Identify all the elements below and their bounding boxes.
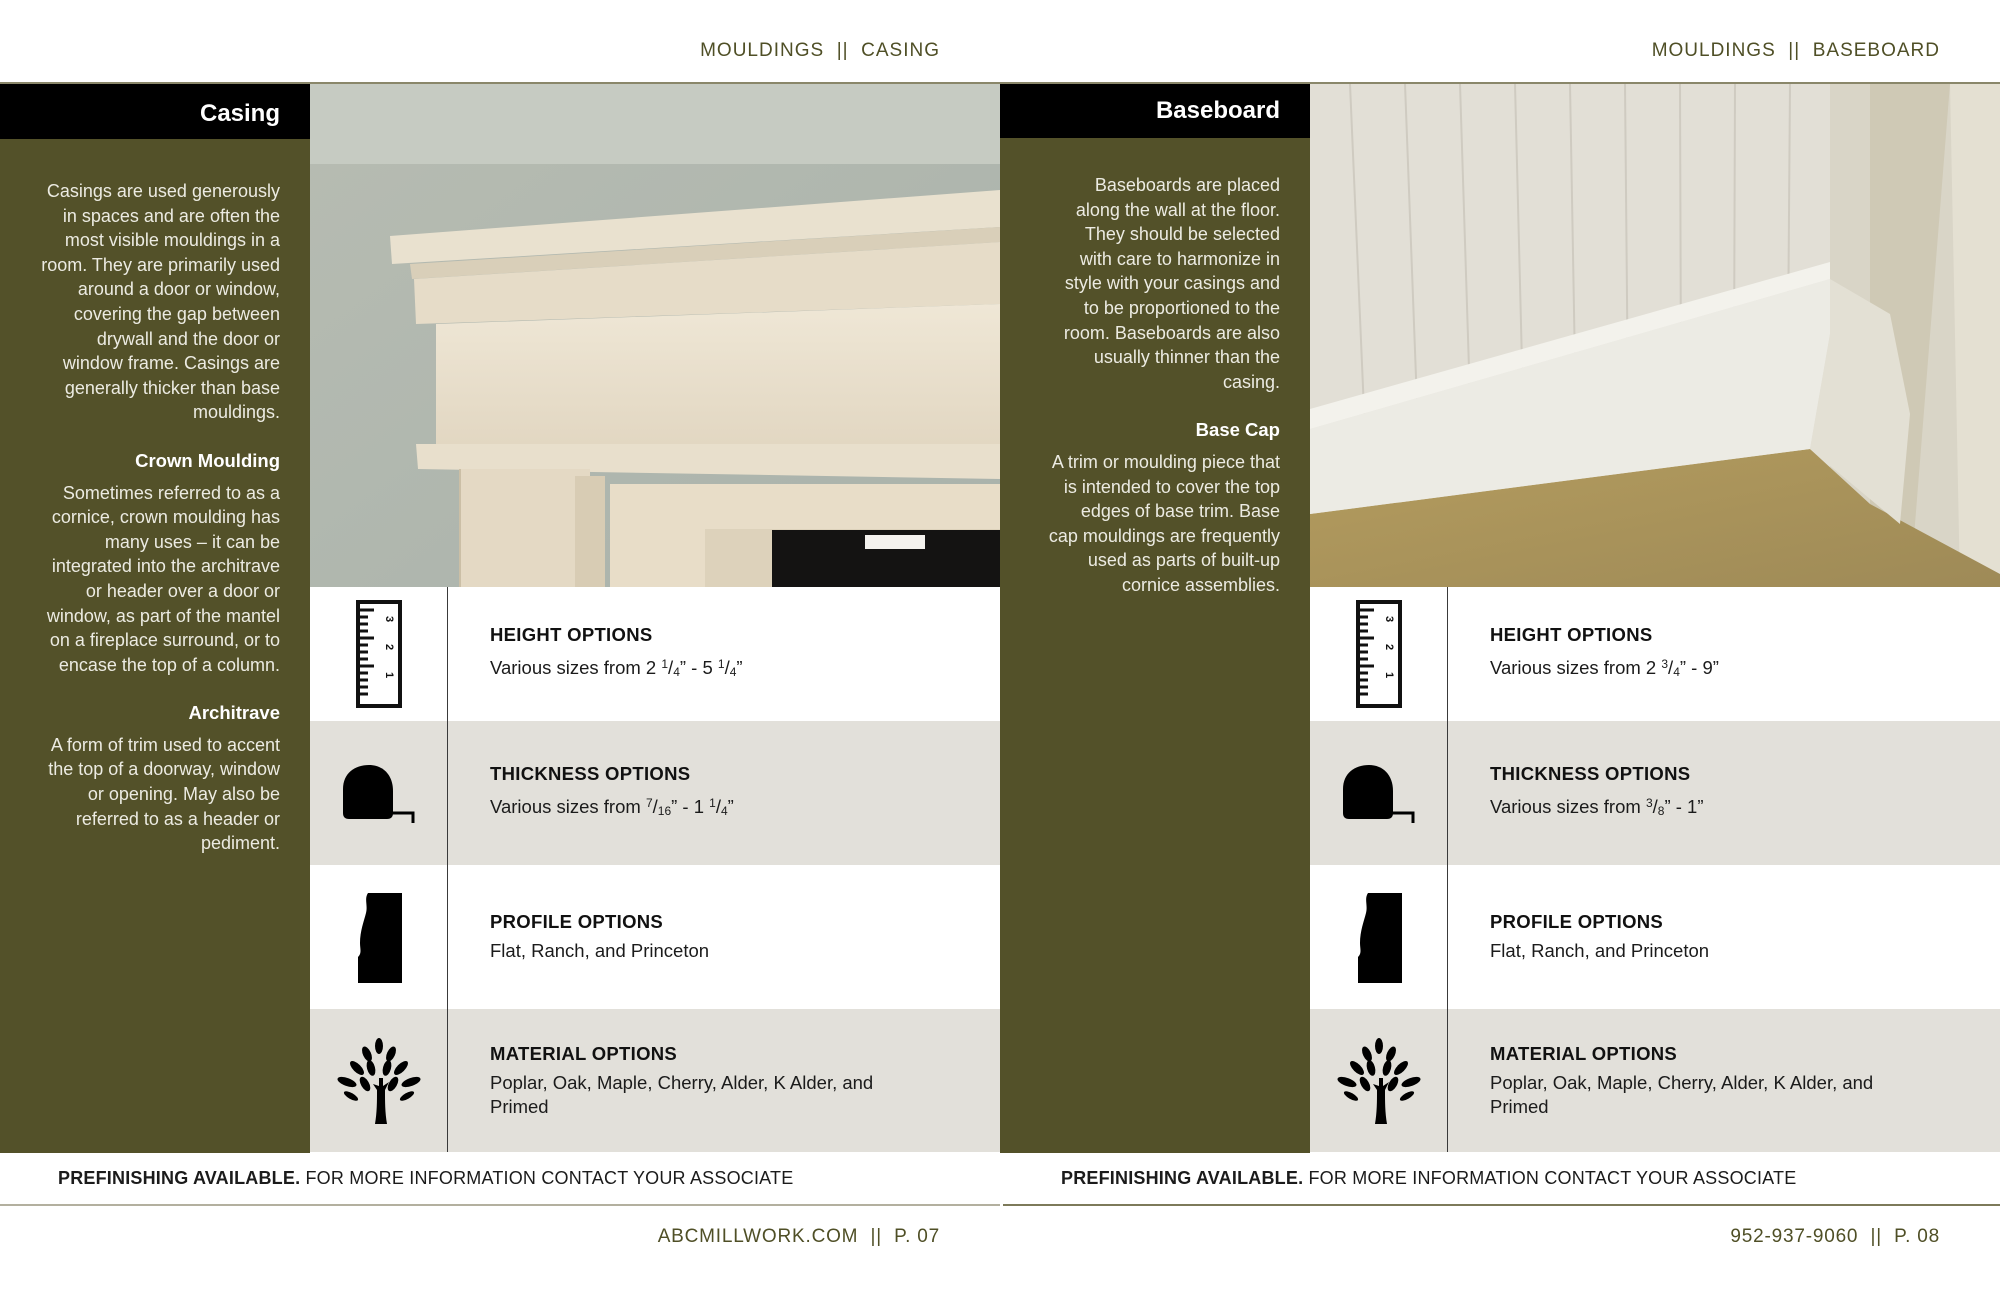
page-folio: ABCMILLWORK.COM || P. 07 xyxy=(657,1226,940,1247)
svg-text:2: 2 xyxy=(1382,644,1395,651)
option-row-material xyxy=(310,1009,1000,1152)
option-row-material xyxy=(1310,1009,2000,1152)
option-row-profile xyxy=(1310,865,2000,1009)
running-head: MOULDINGS || BASEBOARD xyxy=(1651,40,1940,61)
ruler-icon xyxy=(1356,600,1402,708)
svg-text:3: 3 xyxy=(1382,616,1395,623)
sidebar-body xyxy=(0,139,310,856)
prefinishing-note: PREFINISHING AVAILABLE. FOR MORE INFORMATION CONTACT YOUR ASSOCIATE xyxy=(1061,1168,1797,1188)
svg-text:3: 3 xyxy=(382,616,395,623)
option-desc: Various sizes from 2 $^1/_4$” - 5 $^1/_4$” xyxy=(490,657,743,679)
tree-icon xyxy=(1337,1038,1421,1124)
sidebar xyxy=(0,84,310,1153)
option-desc: Various sizes from 2 $^3/_4$” - 9” xyxy=(1490,657,1719,679)
section-text: Sometimes referred to as a cornice, crown moulding has many uses – it can be integrated into the architrave or header over a door or window, as part of the mantel on a fireplace surround, or to encase the top of a column. xyxy=(46,482,280,675)
baseboard-image xyxy=(1310,84,2000,587)
bottom-rule xyxy=(0,1204,1000,1206)
page-baseboard xyxy=(1000,0,2000,1294)
moulding-profile-icon xyxy=(1356,891,1402,983)
option-desc: Poplar, Oak, Maple, Cherry, Alder, K Alder, and Primed xyxy=(490,1071,874,1117)
options-table xyxy=(310,587,1000,1152)
prefinishing-note: PREFINISHING AVAILABLE. FOR MORE INFORMATION CONTACT YOUR ASSOCIATE xyxy=(58,1168,794,1188)
option-row-profile xyxy=(310,865,1000,1009)
option-title: HEIGHT OPTIONS xyxy=(1490,624,1653,645)
option-row-thickness xyxy=(1310,721,2000,865)
section-heading: Crown Moulding xyxy=(135,449,280,471)
moulding-profile-icon xyxy=(356,891,402,983)
casing-image xyxy=(310,84,1000,587)
tape-measure-icon xyxy=(339,763,419,823)
tree-icon xyxy=(337,1038,421,1124)
option-title: THICKNESS OPTIONS xyxy=(1490,763,1691,784)
sidebar xyxy=(1000,84,1310,1153)
option-desc: Flat, Ranch, and Princeton xyxy=(1490,940,1710,961)
svg-text:1: 1 xyxy=(1382,672,1395,679)
section-heading: Base Cap xyxy=(1195,419,1280,441)
option-title: THICKNESS OPTIONS xyxy=(490,763,691,784)
svg-text:1: 1 xyxy=(382,672,395,679)
section-text: A form of trim used to accent the top of a doorway, window or opening. May also be referred to as a header or pediment. xyxy=(48,734,280,854)
option-row-height xyxy=(1310,587,2000,721)
sidebar-title: Baseboard xyxy=(1000,84,1310,138)
section-heading: Architrave xyxy=(188,702,280,724)
option-title: MATERIAL OPTIONS xyxy=(490,1042,678,1064)
options-table xyxy=(1310,587,2000,1152)
option-title: HEIGHT OPTIONS xyxy=(490,624,653,645)
sidebar-title: Casing xyxy=(0,84,310,139)
casing-photo xyxy=(310,84,1000,587)
option-desc: Poplar, Oak, Maple, Cherry, Alder, K Alder, and Primed xyxy=(1490,1071,1874,1117)
option-desc: Various sizes from $^7/_{16}$” - 1 $^1/_4$” xyxy=(490,796,734,818)
svg-text:2: 2 xyxy=(382,644,395,651)
baseboard-photo xyxy=(1310,84,2000,587)
option-row-height xyxy=(310,587,1000,721)
section-text: A trim or moulding piece that is intended to cover the top edges of base trim. Base cap mouldings are frequently used as parts of built-up cornice assemblies. xyxy=(1048,451,1280,595)
option-title: PROFILE OPTIONS xyxy=(490,911,664,932)
option-title: MATERIAL OPTIONS xyxy=(1490,1042,1678,1064)
option-desc: Various sizes from $^3/_8$” - 1” xyxy=(1490,796,1704,818)
option-title: PROFILE OPTIONS xyxy=(1490,911,1664,932)
intro-text: Casings are used generously in spaces and are often the most visible mouldings in a room. They are primarily used around a door or window, covering the gap between drywall and the door or window frame. Casings are generally thicker than base mouldings. xyxy=(41,181,280,423)
ruler-icon xyxy=(356,600,402,708)
intro-text: Baseboards are placed along the wall at the floor. They should be selected with care to harmonize in style with your casings and to be proportioned to the room. Baseboards are also usually thinner than the casing. xyxy=(1063,175,1280,392)
sidebar-body xyxy=(1000,138,1310,598)
running-head: MOULDINGS || CASING xyxy=(700,40,940,61)
page-folio: 952-937-9060 || P. 08 xyxy=(1730,1226,1940,1247)
option-desc: Flat, Ranch, and Princeton xyxy=(490,940,710,961)
bottom-rule xyxy=(1003,1204,2000,1206)
option-row-thickness xyxy=(310,721,1000,865)
tape-measure-icon xyxy=(1339,763,1419,823)
